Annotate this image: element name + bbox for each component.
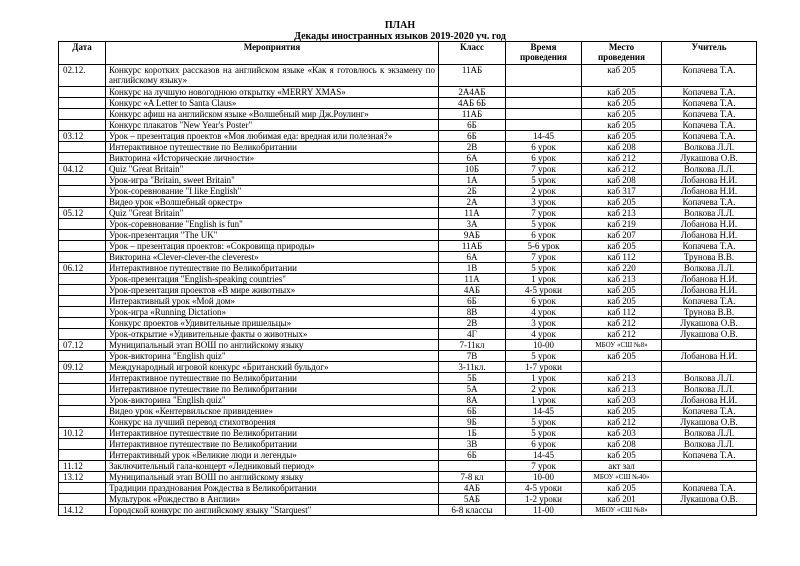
cell-event: Урок-викторина "English quiz" xyxy=(106,395,439,406)
cell-place: каб 208 xyxy=(582,175,662,186)
cell-class: 4АБ xyxy=(439,483,506,494)
cell-class: 11АБ xyxy=(439,109,506,120)
cell-teacher xyxy=(662,472,757,483)
table-row xyxy=(59,494,757,505)
cell-teacher: Волкова Л.Л. xyxy=(662,384,757,395)
cell-teacher: Копачева Т.А. xyxy=(662,131,757,142)
cell-time: 5 урок xyxy=(506,351,582,362)
table-row xyxy=(59,131,757,142)
cell-teacher: Копачева Т.А. xyxy=(662,65,757,87)
table-row xyxy=(59,450,757,461)
cell-time: 10-00 xyxy=(506,472,582,483)
cell-date: 07.12 xyxy=(59,340,106,351)
table-row xyxy=(59,318,757,329)
cell-date xyxy=(59,87,106,98)
table-row xyxy=(59,362,757,373)
cell-time: 11-00 xyxy=(506,505,582,516)
cell-class: 4АБ 6Б xyxy=(439,98,506,109)
cell-date xyxy=(59,483,106,494)
table-row xyxy=(59,186,757,197)
cell-event: Муниципальный этап ВОШ по английскому языку xyxy=(106,340,439,351)
header-event: Мероприятия xyxy=(106,42,439,65)
cell-class: 5А xyxy=(439,384,506,395)
table-row xyxy=(59,461,757,472)
cell-event: Интерактивное путешествие по Великобритании xyxy=(106,384,439,395)
table-row xyxy=(59,340,757,351)
table-row xyxy=(59,296,757,307)
cell-time: 5 урок xyxy=(506,263,582,274)
cell-date xyxy=(59,120,106,131)
cell-place: МБОУ «СШ №8» xyxy=(582,340,662,351)
cell-class: 6Б xyxy=(439,450,506,461)
cell-teacher: Копачева Т.А. xyxy=(662,406,757,417)
cell-date xyxy=(59,274,106,285)
cell-place: каб 219 xyxy=(582,219,662,230)
header-place: Место проведения xyxy=(582,42,662,65)
cell-place: каб 220 xyxy=(582,263,662,274)
cell-place: каб 317 xyxy=(582,186,662,197)
cell-time: 5 урок xyxy=(506,219,582,230)
cell-place: каб 212 xyxy=(582,153,662,164)
cell-teacher: Лобанова Н.И. xyxy=(662,285,757,296)
cell-place: каб 201 xyxy=(582,494,662,505)
cell-time xyxy=(506,120,582,131)
cell-date xyxy=(59,109,106,120)
cell-date xyxy=(59,285,106,296)
cell-class: 6Б xyxy=(439,131,506,142)
cell-event: Конкурс на лучшую новогоднюю открытку «MERRY XMAS» xyxy=(106,87,439,98)
cell-event: Quiz "Great Britain" xyxy=(106,164,439,175)
cell-event: Традиции празднования Рождества в Великобритании xyxy=(106,483,439,494)
cell-teacher: Копачева Т.А. xyxy=(662,296,757,307)
table-row xyxy=(59,142,757,153)
cell-teacher: Лобанова Н.И. xyxy=(662,351,757,362)
header-teacher: Учитель xyxy=(662,42,757,65)
cell-time: 4 урок xyxy=(506,307,582,318)
cell-event: Quiz "Great Britain" xyxy=(106,208,439,219)
cell-class: 3А xyxy=(439,219,506,230)
table-row xyxy=(59,219,757,230)
cell-date xyxy=(59,450,106,461)
table-row xyxy=(59,307,757,318)
cell-place: акт зал xyxy=(582,461,662,472)
cell-class: 4АБ xyxy=(439,285,506,296)
cell-event: Конкурс коротких рассказов на английском языке «Как я готовлюсь к экзамену по английскому языку» xyxy=(106,65,439,87)
table-row xyxy=(59,164,757,175)
table-row xyxy=(59,384,757,395)
cell-event: Урок-открытие «Удивительные факты о животных» xyxy=(106,329,439,340)
cell-teacher: Лукашова О.В. xyxy=(662,153,757,164)
cell-time: 14-45 xyxy=(506,131,582,142)
cell-teacher: Волкова Л.Л. xyxy=(662,373,757,384)
cell-time: 4-5 уроки xyxy=(506,483,582,494)
table-row xyxy=(59,120,757,131)
document-title: ПЛАН xyxy=(384,20,416,31)
cell-event: Урок-соревнование "English is fun" xyxy=(106,219,439,230)
cell-time: 6 урок xyxy=(506,142,582,153)
cell-date: 03.12 xyxy=(59,131,106,142)
cell-place: каб 212 xyxy=(582,164,662,175)
cell-teacher: Трунова В.В. xyxy=(662,307,757,318)
cell-place: каб 205 xyxy=(582,131,662,142)
cell-date xyxy=(59,197,106,208)
cell-time: 5 урок xyxy=(506,417,582,428)
cell-time: 7 урок xyxy=(506,252,582,263)
cell-date: 02.12. xyxy=(59,65,106,87)
table-row xyxy=(59,439,757,450)
cell-date xyxy=(59,351,106,362)
table-row xyxy=(59,274,757,285)
cell-class: 1Б xyxy=(439,428,506,439)
table-row xyxy=(59,351,757,362)
cell-time: 7 урок xyxy=(506,208,582,219)
cell-teacher: Волкова Л.Л. xyxy=(662,208,757,219)
cell-class: 11А xyxy=(439,208,506,219)
cell-date xyxy=(59,175,106,186)
table-row xyxy=(59,252,757,263)
table-row xyxy=(59,65,757,87)
cell-place: каб 205 xyxy=(582,65,662,87)
cell-date xyxy=(59,439,106,450)
cell-place: каб 205 xyxy=(582,483,662,494)
cell-time: 14-45 xyxy=(506,450,582,461)
cell-time xyxy=(506,65,582,87)
cell-time: 1-7 уроки xyxy=(506,362,582,373)
cell-event: Конкурс афиш на английском языке «Волшебный мир Дж.Роулинг» xyxy=(106,109,439,120)
cell-class: 2А4АБ xyxy=(439,87,506,98)
cell-date xyxy=(59,98,106,109)
cell-place: каб 213 xyxy=(582,384,662,395)
table-row xyxy=(59,417,757,428)
header-row xyxy=(59,42,757,65)
cell-time: 7 урок xyxy=(506,461,582,472)
cell-place: каб 207 xyxy=(582,230,662,241)
cell-place: МБОУ «СШ №8» xyxy=(582,505,662,516)
cell-event: Урок-соревнование "I like English" xyxy=(106,186,439,197)
cell-place: каб 212 xyxy=(582,318,662,329)
cell-event: Интерактивное путешествие по Великобритании xyxy=(106,439,439,450)
cell-time: 4 урок xyxy=(506,329,582,340)
cell-event: Интерактивное путешествие по Великобритании xyxy=(106,428,439,439)
cell-time: 1 урок xyxy=(506,373,582,384)
cell-teacher xyxy=(662,362,757,373)
cell-teacher: Волкова Л.Л. xyxy=(662,142,757,153)
table-row xyxy=(59,153,757,164)
cell-teacher xyxy=(662,461,757,472)
cell-event: Урок-викторина "English quiz" xyxy=(106,351,439,362)
cell-place: каб 205 xyxy=(582,120,662,131)
cell-teacher: Трунова В.В. xyxy=(662,252,757,263)
cell-date xyxy=(59,142,106,153)
cell-date: 13.12 xyxy=(59,472,106,483)
cell-time: 5 урок xyxy=(506,175,582,186)
header-date: Дата xyxy=(59,42,106,65)
cell-class: 5Б xyxy=(439,373,506,384)
cell-teacher: Лукашова О.В. xyxy=(662,494,757,505)
cell-place: каб 112 xyxy=(582,307,662,318)
cell-teacher: Копачева Т.А. xyxy=(662,197,757,208)
cell-place: каб 213 xyxy=(582,274,662,285)
cell-date: 04.12 xyxy=(59,164,106,175)
cell-class: 6Б xyxy=(439,296,506,307)
cell-teacher: Копачева Т.А. xyxy=(662,98,757,109)
cell-date xyxy=(59,241,106,252)
cell-class: 7В xyxy=(439,351,506,362)
cell-teacher: Волкова Л.Л. xyxy=(662,164,757,175)
cell-class: 1В xyxy=(439,263,506,274)
cell-date: 11.12 xyxy=(59,461,106,472)
cell-teacher: Лукашова О.В. xyxy=(662,318,757,329)
cell-event: Мультурок «Рождество в Англии» xyxy=(106,494,439,505)
cell-class: 4Г xyxy=(439,329,506,340)
cell-event: Урок-презентация "The UK" xyxy=(106,230,439,241)
cell-time: 1 урок xyxy=(506,274,582,285)
cell-class: 6А xyxy=(439,252,506,263)
cell-time: 1 урок xyxy=(506,395,582,406)
cell-class: 2А xyxy=(439,197,506,208)
cell-place: каб 213 xyxy=(582,373,662,384)
cell-date xyxy=(59,494,106,505)
table-row xyxy=(59,406,757,417)
cell-place: каб 208 xyxy=(582,142,662,153)
cell-event: Интерактивное путешествие по Великобритании xyxy=(106,263,439,274)
table-row xyxy=(59,175,757,186)
cell-teacher: Копачева Т.А. xyxy=(662,87,757,98)
cell-teacher: Волкова Л.Л. xyxy=(662,263,757,274)
cell-place: каб 205 xyxy=(582,241,662,252)
cell-event: Видео урок «Кентервильское привидение» xyxy=(106,406,439,417)
cell-date xyxy=(59,296,106,307)
cell-event: Конкурс плакатов "New Year's Poster" xyxy=(106,120,439,131)
cell-teacher: Лобанова Н.И. xyxy=(662,175,757,186)
cell-event: Урок-игра "Britain, sweet Britain" xyxy=(106,175,439,186)
cell-date xyxy=(59,318,106,329)
cell-time xyxy=(506,87,582,98)
cell-place: каб 205 xyxy=(582,87,662,98)
cell-time: 3 урок xyxy=(506,197,582,208)
schedule-table xyxy=(58,41,757,516)
cell-place: каб 212 xyxy=(582,417,662,428)
cell-event: Викторина «Исторические личности» xyxy=(106,153,439,164)
cell-place: каб 205 xyxy=(582,296,662,307)
cell-time: 4-5 уроки xyxy=(506,285,582,296)
cell-class: 11А xyxy=(439,274,506,285)
table-row xyxy=(59,98,757,109)
table-row xyxy=(59,197,757,208)
cell-event: Урок-игра «Running Dictation» xyxy=(106,307,439,318)
cell-event: Интерактивное путешествие по Великобритании xyxy=(106,373,439,384)
cell-time: 6 урок xyxy=(506,230,582,241)
cell-class: 7-8 кл xyxy=(439,472,506,483)
cell-class: 9Б xyxy=(439,417,506,428)
cell-teacher: Копачева Т.А. xyxy=(662,241,757,252)
table-row xyxy=(59,241,757,252)
cell-date xyxy=(59,417,106,428)
cell-event: Викторина «Clever-clever-the cleverest» xyxy=(106,252,439,263)
cell-time: 6 урок xyxy=(506,439,582,450)
cell-teacher: Лукашова О.В. xyxy=(662,417,757,428)
cell-event: Интерактивный урок «Великие люди и легенды» xyxy=(106,450,439,461)
cell-class: 3В xyxy=(439,439,506,450)
cell-time xyxy=(506,98,582,109)
cell-place: каб 213 xyxy=(582,208,662,219)
cell-place: каб 205 xyxy=(582,351,662,362)
cell-time: 6 урок xyxy=(506,296,582,307)
cell-class: 8В xyxy=(439,307,506,318)
cell-event: Урок-презентация проектов «В мире животных» xyxy=(106,285,439,296)
table-row xyxy=(59,505,757,516)
cell-event: Интерактивный урок «Мой дом» xyxy=(106,296,439,307)
cell-date xyxy=(59,395,106,406)
cell-event: Интерактивное путешествие по Великобритании xyxy=(106,142,439,153)
cell-class: 9АБ xyxy=(439,230,506,241)
cell-place: каб 205 xyxy=(582,197,662,208)
cell-date xyxy=(59,230,106,241)
cell-time: 1-2 уроки xyxy=(506,494,582,505)
cell-class: 2Б xyxy=(439,186,506,197)
table-row xyxy=(59,109,757,120)
cell-class: 6-8 классы xyxy=(439,505,506,516)
cell-class: 11АБ xyxy=(439,241,506,252)
cell-class: 7-11кл xyxy=(439,340,506,351)
cell-time: 6 урок xyxy=(506,153,582,164)
cell-teacher: Лобанова Н.И. xyxy=(662,395,757,406)
cell-event: Конкурс «A Letter to Santa Claus» xyxy=(106,98,439,109)
table-row xyxy=(59,263,757,274)
cell-date xyxy=(59,373,106,384)
cell-event: Конкурс проектов «Удивительные пришельцы» xyxy=(106,318,439,329)
cell-place: каб 205 xyxy=(582,450,662,461)
cell-event: Международный игровой конкурс «Британский бульдог» xyxy=(106,362,439,373)
table-row xyxy=(59,472,757,483)
cell-date xyxy=(59,219,106,230)
cell-teacher: Копачева Т.А. xyxy=(662,450,757,461)
cell-date xyxy=(59,307,106,318)
cell-date: 06.12 xyxy=(59,263,106,274)
table-row xyxy=(59,208,757,219)
cell-teacher: Волкова Л.Л. xyxy=(662,428,757,439)
cell-time: 14-45 xyxy=(506,406,582,417)
cell-event: Заключительный гала-концерт «Ледниковый период» xyxy=(106,461,439,472)
cell-date xyxy=(59,384,106,395)
cell-time: 7 урок xyxy=(506,164,582,175)
cell-event: Урок – презентация проектов: «Сокровища природы» xyxy=(106,241,439,252)
cell-class: 5АБ xyxy=(439,494,506,505)
cell-place: каб 208 xyxy=(582,439,662,450)
cell-class: 6А xyxy=(439,153,506,164)
cell-place: МБОУ «СШ №40» xyxy=(582,472,662,483)
cell-class: 1А xyxy=(439,175,506,186)
cell-time: 10-00 xyxy=(506,340,582,351)
cell-event: Конкурс на лучший перевод стихотворения xyxy=(106,417,439,428)
cell-class: 3-11кл. xyxy=(439,362,506,373)
cell-class: 2В xyxy=(439,318,506,329)
cell-place: каб 205 xyxy=(582,285,662,296)
table-row xyxy=(59,373,757,384)
schedule-body xyxy=(59,65,757,516)
cell-class: 2В xyxy=(439,142,506,153)
cell-time: 2 урок xyxy=(506,384,582,395)
cell-date: 10.12 xyxy=(59,428,106,439)
cell-date: 05.12 xyxy=(59,208,106,219)
cell-teacher: Лобанова Н.И. xyxy=(662,219,757,230)
cell-event: Городской конкурс по английскому языку "Starquest" xyxy=(106,505,439,516)
cell-place: каб 205 xyxy=(582,109,662,120)
cell-teacher xyxy=(662,340,757,351)
cell-date xyxy=(59,186,106,197)
cell-place: каб 205 xyxy=(582,406,662,417)
cell-date: 09.12 xyxy=(59,362,106,373)
table-row xyxy=(59,87,757,98)
cell-place: каб 203 xyxy=(582,395,662,406)
cell-event: Видео урок «Волшебный оркестр» xyxy=(106,197,439,208)
table-row xyxy=(59,329,757,340)
cell-event: Муниципальный этап ВОШ по английскому языку xyxy=(106,472,439,483)
cell-place: каб 205 xyxy=(582,98,662,109)
cell-event: Урок – презентация проектов «Моя любимая еда: вредная или полезная?» xyxy=(106,131,439,142)
cell-date: 14.12 xyxy=(59,505,106,516)
cell-date xyxy=(59,252,106,263)
cell-teacher: Волкова Л.Л. xyxy=(662,439,757,450)
cell-teacher: Лобанова Н.И. xyxy=(662,186,757,197)
header-time: Время проведения xyxy=(506,42,582,65)
cell-teacher: Копачева Т.А. xyxy=(662,120,757,131)
cell-class xyxy=(439,461,506,472)
cell-date xyxy=(59,329,106,340)
table-row xyxy=(59,285,757,296)
cell-event: Урок-презентация "English-speaking countries" xyxy=(106,274,439,285)
table-row xyxy=(59,230,757,241)
cell-place: каб 212 xyxy=(582,329,662,340)
cell-teacher: Лукашова О.В. xyxy=(662,329,757,340)
table-row xyxy=(59,395,757,406)
cell-time: 5 урок xyxy=(506,428,582,439)
cell-class: 11АБ xyxy=(439,65,506,87)
cell-date xyxy=(59,406,106,417)
cell-class: 6Б xyxy=(439,120,506,131)
cell-time: 2 урок xyxy=(506,186,582,197)
cell-class: 6Б xyxy=(439,406,506,417)
cell-time: 5-6 урок xyxy=(506,241,582,252)
cell-class: 8А xyxy=(439,395,506,406)
cell-time xyxy=(506,109,582,120)
cell-teacher xyxy=(662,505,757,516)
cell-teacher: Лобанова Н.И. xyxy=(662,274,757,285)
cell-place xyxy=(582,362,662,373)
cell-place: каб 112 xyxy=(582,252,662,263)
table-row xyxy=(59,483,757,494)
document-subtitle: Декады иностранных языков 2019-2020 уч. год xyxy=(294,31,506,42)
table-row xyxy=(59,428,757,439)
cell-place: каб 203 xyxy=(582,428,662,439)
cell-time: 3 урок xyxy=(506,318,582,329)
header-class: Класс xyxy=(439,42,506,65)
cell-date xyxy=(59,153,106,164)
cell-teacher: Копачева Т.А. xyxy=(662,483,757,494)
cell-class: 10Б xyxy=(439,164,506,175)
cell-teacher: Копачева Т.А. xyxy=(662,109,757,120)
cell-teacher: Лобанова Н.И. xyxy=(662,230,757,241)
